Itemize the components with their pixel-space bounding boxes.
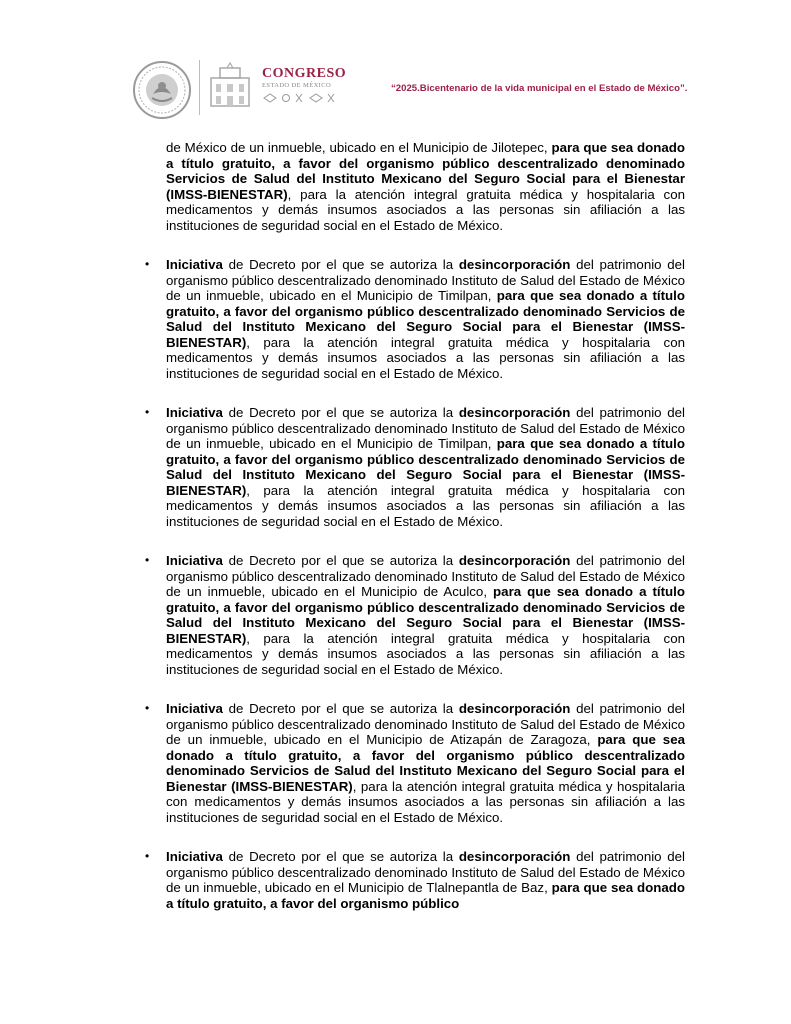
congress-building-icon	[205, 60, 255, 110]
bicentenary-motto: “2025.Bicentenario de la vida municipal en el Estado de México”.	[391, 83, 688, 94]
text-run: del patrimonio del organismo público descentralizado denominado Instituto de Salud del Estado de México de un inmueble, ubicado en el Municipio de Atizapán de Zaragoza,	[166, 701, 685, 747]
text-run: de México de un inmueble, ubicado en el Municipio de Jilotepec,	[166, 140, 552, 155]
bold-text-run: para que sea donado a título gratuito, a favor del organismo público descentralizado denominado Servicios de Salud del Instituto Mexicano del Seguro Social para el Bienestar (IMSS-BIENESTAR)	[166, 584, 685, 646]
congreso-logo	[262, 66, 357, 108]
text-run: de Decreto por el que se autoriza la	[222, 849, 459, 864]
page-header	[0, 0, 791, 130]
bullet-marker: •	[145, 701, 150, 715]
bullet-marker: •	[145, 553, 150, 567]
congreso-subtitle: ESTADO DE MÉXICO	[262, 82, 332, 89]
document-body	[145, 140, 685, 935]
bold-text-run: para que sea donado a título gratuito, a favor del organismo público descentralizado denominado Servicios de Salud del Instituto Mexicano del Seguro Social para el Bienestar (IMSS-BIENESTAR)	[166, 436, 685, 498]
text-run: de Decreto por el que se autoriza la	[222, 701, 459, 716]
text-run: del patrimonio del organismo público descentralizado denominado Instituto de Salud del Estado de México de un inmueble, ubicado en el Municipio de Timilpan,	[166, 405, 685, 451]
bold-text-run: Iniciativa	[166, 257, 223, 272]
bullet-marker: •	[145, 257, 150, 271]
text-run: de Decreto por el que se autoriza la	[222, 405, 459, 420]
glyph-ornament-icon	[262, 93, 352, 103]
bold-text-run: para que sea donado a título gratuito, a favor del organismo público descentralizado denominado Servicios de Salud del Instituto Mexicano del Seguro Social para el Bienestar (IMSS-BIENESTAR)	[166, 732, 685, 794]
text-run: , para la atención integral gratuita médica y hospitalaria con medicamentos y demás insumos asociados a las personas sin afiliación a las instituciones de seguridad social en el Estado de México.	[166, 186, 685, 233]
bullet-list-item	[145, 553, 685, 677]
bold-text-run: desincorporación	[458, 405, 571, 420]
bold-text-run: para que sea donado a título gratuito, a favor del organismo público descentralizado denominado Servicios de Salud del Instituto Mexicano del Seguro Social para el Bienestar (IMSS-BIENESTAR)	[166, 288, 685, 350]
bold-text-run: desincorporación	[458, 701, 571, 716]
bullet-list-item	[145, 405, 685, 529]
bold-text-run: Iniciativa	[166, 701, 223, 716]
coat-of-arms-seal-icon	[132, 60, 192, 120]
bold-text-run: desincorporación	[458, 849, 571, 864]
bullet-list-item	[145, 849, 685, 911]
bold-text-run: desincorporación	[458, 553, 571, 568]
text-run: de Decreto por el que se autoriza la	[222, 257, 459, 272]
bold-text-run: desincorporación	[458, 257, 571, 272]
text-run: , para la atención integral gratuita médica y hospitalaria con medicamentos y demás insumos asociados a las personas sin afiliación a las instituciones de seguridad social en el Estado de México.	[166, 630, 685, 677]
text-run: del patrimonio del organismo público descentralizado denominado Instituto de Salud del Estado de México de un inmueble, ubicado en el Municipio de Timilpan,	[166, 257, 685, 303]
continued-paragraph	[145, 140, 685, 233]
text-run: de Decreto por el que se autoriza la	[222, 553, 459, 568]
text-run: , para la atención integral gratuita médica y hospitalaria con medicamentos y demás insumos asociados a las personas sin afiliación a las instituciones de seguridad social en el Estado de México.	[166, 334, 685, 381]
bold-text-run: Iniciativa	[166, 849, 223, 864]
bold-text-run: para que sea donado a título gratuito, a favor del organismo público descentralizado denominado Servicios de Salud del Instituto Mexicano del Seguro Social para el Bienestar (IMSS-BIENESTAR)	[166, 140, 685, 202]
bullet-marker: •	[145, 849, 150, 863]
text-run: del patrimonio del organismo público descentralizado denominado Instituto de Salud del Estado de México de un inmueble, ubicado en el Municipio de Tlalnepantla de Baz,	[166, 849, 685, 895]
bullet-list-item	[145, 257, 685, 381]
bold-text-run: para que sea donado a título gratuito, a favor del organismo público	[166, 880, 685, 911]
text-run: del patrimonio del organismo público descentralizado denominado Instituto de Salud del Estado de México de un inmueble, ubicado en el Municipio de Aculco,	[166, 553, 685, 599]
bold-text-run: Iniciativa	[166, 405, 223, 420]
header-divider	[199, 60, 200, 115]
text-run: , para la atención integral gratuita médica y hospitalaria con medicamentos y demás insumos asociados a las personas sin afiliación a las instituciones de seguridad social en el Estado de México.	[166, 482, 685, 529]
text-run: , para la atención integral gratuita médica y hospitalaria con medicamentos y demás insumos asociados a las personas sin afiliación a las instituciones de seguridad social en el Estado de México.	[166, 778, 686, 825]
bullet-list-item	[145, 701, 685, 825]
congreso-title: CONGRESO	[262, 66, 347, 81]
bold-text-run: Iniciativa	[166, 553, 223, 568]
bullet-marker: •	[145, 405, 150, 419]
